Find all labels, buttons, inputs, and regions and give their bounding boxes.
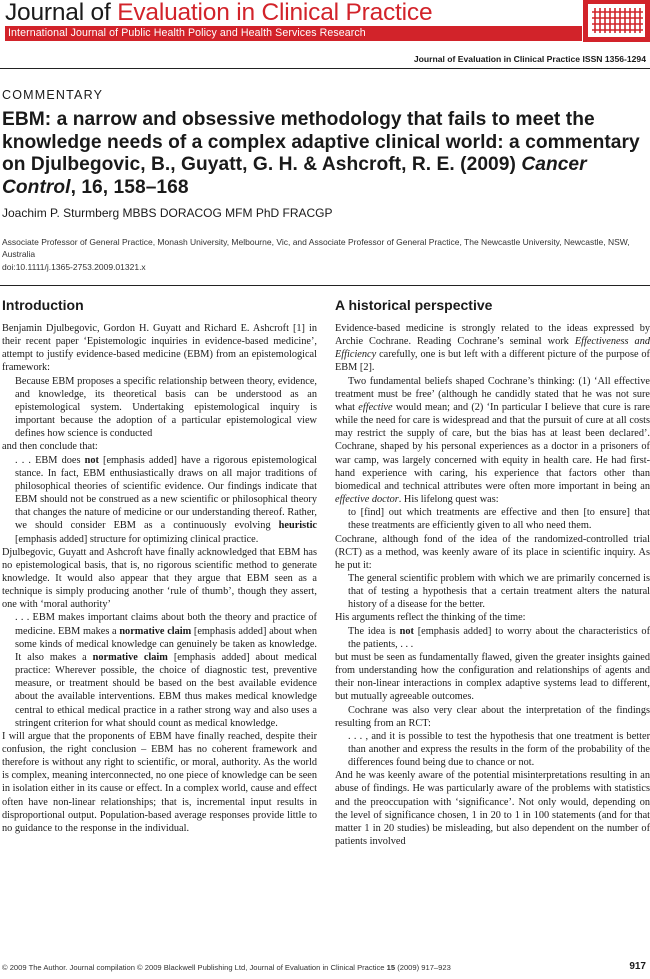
- paragraph: Cochrane, although fond of the idea of the randomized-controlled trial (RCT) as a method, was keenly aware of its place in scientific inquiry. As he put it:: [335, 533, 650, 571]
- journal-logo-icon: [583, 0, 650, 42]
- block-quote: . . . EBM makes important claims about both the theory and practice of medicine. EBM makes a normative claim [emphasis added] about when some kinds of medical knowledge can genuinely be taken as knowledge. It also makes a normative claim [emphasis added] about medical practice: Wherever possible, the choice of diagnostic test, preventive measure, or treatment should be based on the best available evidence about the available interventions. EBM thus makes medical knowledge central to ethical medical practice in a rather strong way and also uses a stringent criterion for what should count as medical knowledge.: [15, 612, 317, 729]
- footer-copyright: © 2009 The Author. Journal compilation © 2009 Blackwell Publishing Ltd, Journal of Evaluation in Clinical Practice 15 (2009) 917–923: [2, 963, 451, 972]
- paragraph: I will argue that the proponents of EBM have finally reached, despite their confusion, the right conclusion – EBM has no coherent framework and therefore is without any right to scientific, or moral, authority. As the world is complex, meaning interconnected, no one piece of knowledge can be seen in isolation either in its cause or effect. In a complex world, cause and effect often have non-linear relationships; that is, incremental input results in disproportional output. Population-based average responses provide little to no guidance to the response in the individual.: [2, 730, 317, 834]
- journal-title: Journal of Evaluation in Clinical Practice: [5, 0, 433, 26]
- paragraph: Cochrane was also very clear about the interpretation of the findings resulting from an RCT:: [335, 704, 650, 729]
- section-label: COMMENTARY: [2, 88, 104, 102]
- journal-masthead: [0, 0, 650, 46]
- block-quote: . . . , and it is possible to test the hypothesis that one treatment is better than another and express the results in the form of the probability of the differences found being due to chance or not.: [348, 730, 650, 769]
- block-quote: The general scientific problem with which we are primarily concerned is that of testing a hypothesis that a certain treatment alters the natural history of a disease for the better.: [348, 572, 650, 611]
- paragraph: Benjamin Djulbegovic, Gordon H. Guyatt and Richard E. Ashcroft [1] in their recent paper ‘Epistemologic inquiries in evidence-based medicine’, attempt to justify evidence-based medicine (EBM) from an epistemological framework:: [2, 323, 317, 374]
- paragraph: Djulbegovic, Guyatt and Ashcroft have finally acknowledged that EBM has no epistemological basis, that is, no rigorous scientific method to generate knowledge. It would also appear that they argue that EBM seen as a technique is simply producing another ‘rule of thumb’, though they assert, one with ‘moral authority’: [2, 546, 317, 611]
- left-column: [2, 296, 317, 835]
- affiliation: Associate Professor of General Practice, Monash University, Melbourne, Vic, and Associate Professor of General Practice, The Newcastle University, Newcastle, NSW, Australia: [2, 237, 630, 260]
- paragraph: but must be seen as fundamentally flawed, given the greater insights gained from understanding how the configuration and relationships of agents and their non-linear interactions in complex adaptive systems lead to different, but mutually agreeable outcomes.: [335, 651, 650, 703]
- block-quote: Because EBM proposes a specific relationship between theory, evidence, and knowledge, its theoretical basis can be understood as an epistemological system. Undertaking epistemological inquiry is important because the adoption of a particular epistemological view defines how science is conducted: [15, 375, 317, 440]
- journal-subtitle: International Journal of Public Health Policy and Health Services Research: [5, 26, 582, 41]
- issn-line: Journal of Evaluation in Clinical Practice ISSN 1356-1294: [413, 54, 646, 64]
- paragraph: Evidence-based medicine is strongly related to the ideas expressed by Archie Cochrane. Reading Cochrane’s seminal work Effectiveness and Efficiency carefully, one is but left with a different picture of the purpose of EBM [2].: [335, 323, 650, 374]
- article-title: EBM: a narrow and obsessive methodology that fails to meet the knowledge needs of a complex adaptive clinical world: a commentary on Djulbegovic, B., Guyatt, G. H. & Ashcroft, R. E. (2009) Cancer Control, 16, 158–168: [2, 109, 640, 198]
- paragraph: His arguments reflect the thinking of the time:: [335, 612, 526, 624]
- abstract-rule: [0, 285, 650, 286]
- paragraph: and then conclude that:: [2, 441, 98, 453]
- introduction-heading: Introduction: [2, 297, 84, 313]
- doi: doi:10.1111/j.1365-2753.2009.01321.x: [2, 261, 146, 272]
- right-column: [335, 296, 650, 848]
- historical-perspective-heading: A historical perspective: [335, 297, 493, 313]
- block-quote: The idea is not [emphasis added] to worry about the characteristics of the patients, . . .: [348, 625, 650, 650]
- paragraph: And he was keenly aware of the potential misinterpretations resulting in an abuse of findings. He was particularly aware of the problems with statistics and the preoccupation with ‘significance’. Not only would, depending on the level of significance chosen, 1 in 20 to 1 in 100 statements (and for that matter 1 in 20 studies) be misleading, but also dependent on the number of patients involved: [335, 770, 650, 848]
- block-quote: to [find] out which treatments are effective and then [to ensure] that these treatments are efficiently given to all who need them.: [348, 507, 650, 532]
- paragraph: Two fundamental beliefs shaped Cochrane’s thinking: (1) ‘All effective treatment must be free’ (although he candidly stated that he was not sure what effective would mean; and (2) ‘In particular I believe that cure is rare while the need for care is widespread and that the pursuit of cure at all costs may restrict the supply of care, but the bias has at least been declared’. Cochrane, shaped by his personal experiences as a doctor in a prisoners of war camp, was largely concerned with equity in health care. He had first-hand experience with caring, his experience that factors other than biomedical and technical attributes were often more important in being an effective doctor. His lifelong quest was:: [335, 375, 650, 506]
- affiliation-block: [2, 236, 642, 273]
- page-number: 917: [629, 961, 646, 972]
- header-rule: [0, 68, 650, 69]
- author: Joachim P. Sturmberg MBBS DORACOG MFM PhD FRACGP: [2, 206, 333, 220]
- block-quote: . . . EBM does not [emphasis added] have a rigorous epistemological stance. In fact, EBM enthusiastically draws on all major traditions of philosophical theories of scientific evidence. Our findings indicate that EBM should not be construed as a new scientific or philosophical theory that changes the nature of medicine or our understanding thereof. Rather, we should consider EBM as a continuously evolving heuristic [emphasis added] structure for optimizing clinical practice.: [15, 454, 317, 545]
